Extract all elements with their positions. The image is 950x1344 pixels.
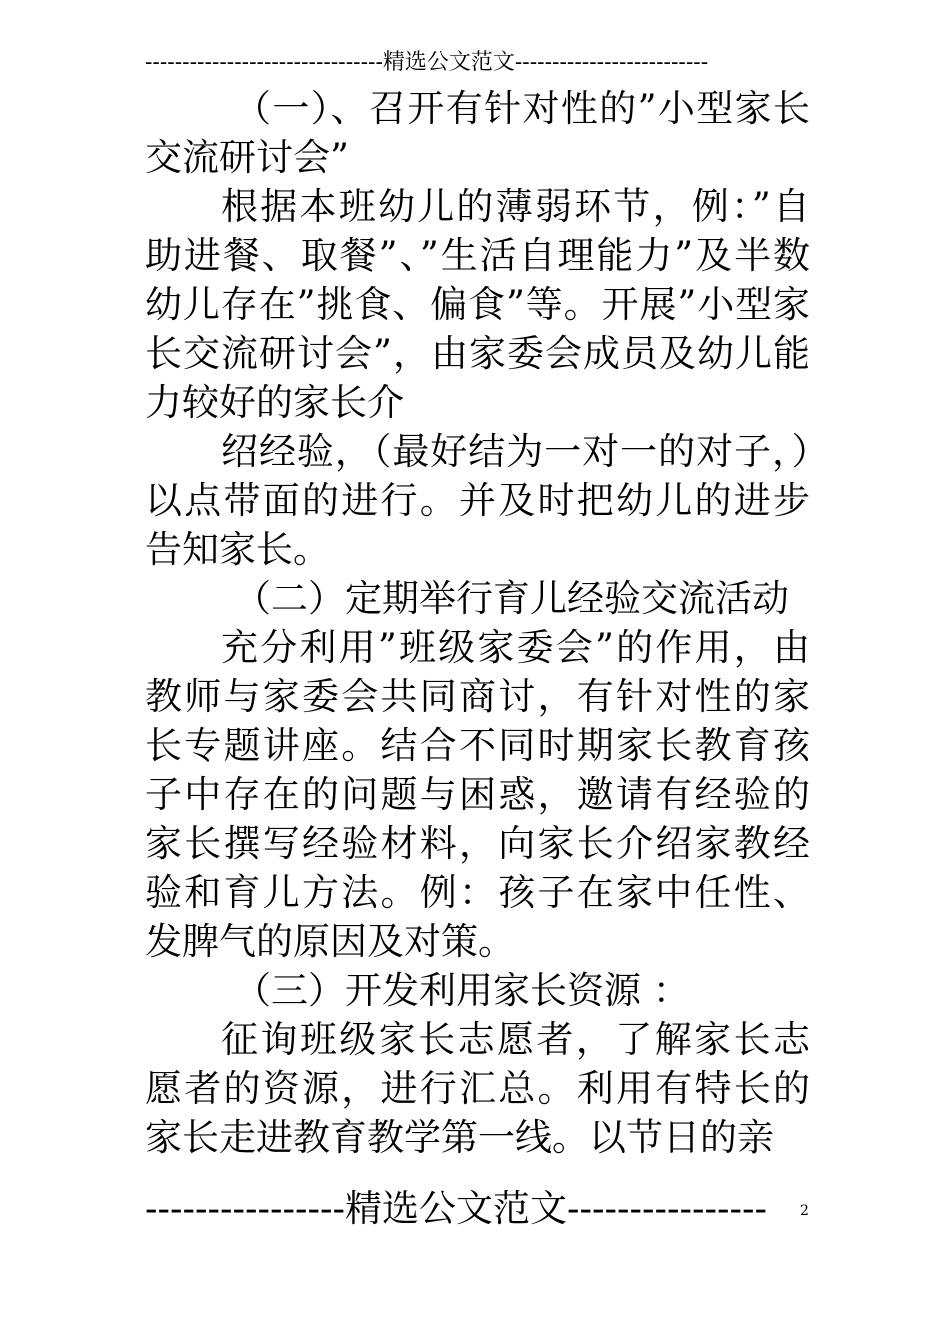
page-header: --------------------------------精选公文范文-------------------------- (145, 50, 709, 75)
page-footer: ----------------精选公文范文---------------- (145, 1187, 768, 1230)
section-heading-1: （一）、召开有针对性的”小型家长交流研讨会” (145, 87, 810, 179)
body-paragraph-2: 绍经验，（最好结为一对一的对子，）以点带面的进行。并及时把幼儿的进步告知家长。 (145, 430, 810, 571)
body-paragraph-3: 充分利用”班级家委会”的作用，由教师与家委会共同商讨，有针对性的家长专题讲座。结合不同时期家长教育孩子中存在的问题与困惑，邀请有经验的家长撰写经验材料，向家长介绍家教经验和育儿方法。例：孩子在家中任性、发脾气的原因及对策。 (145, 626, 810, 963)
body-paragraph-4: 征询班级家长志愿者，了解家长志愿者的资源，进行汇总。利用有特长的家长走进教育教学第一线。以节日的亲 (145, 1018, 810, 1159)
document-body (145, 84, 810, 1162)
page-number: 2 (800, 1203, 809, 1219)
section-heading-2: （二）定期举行育儿经验交流活动 (234, 577, 789, 620)
section-heading-3: （三）开发利用家长资源 ： (234, 969, 690, 1012)
body-paragraph-1: 根据本班幼儿的薄弱环节，例：”自助进餐、取餐”、”生活自理能力”及半数幼儿存在”挑食、偏食”等。开展”小型家长交流研讨会”，由家委会成员及幼儿能力较好的家长介 (145, 185, 810, 424)
